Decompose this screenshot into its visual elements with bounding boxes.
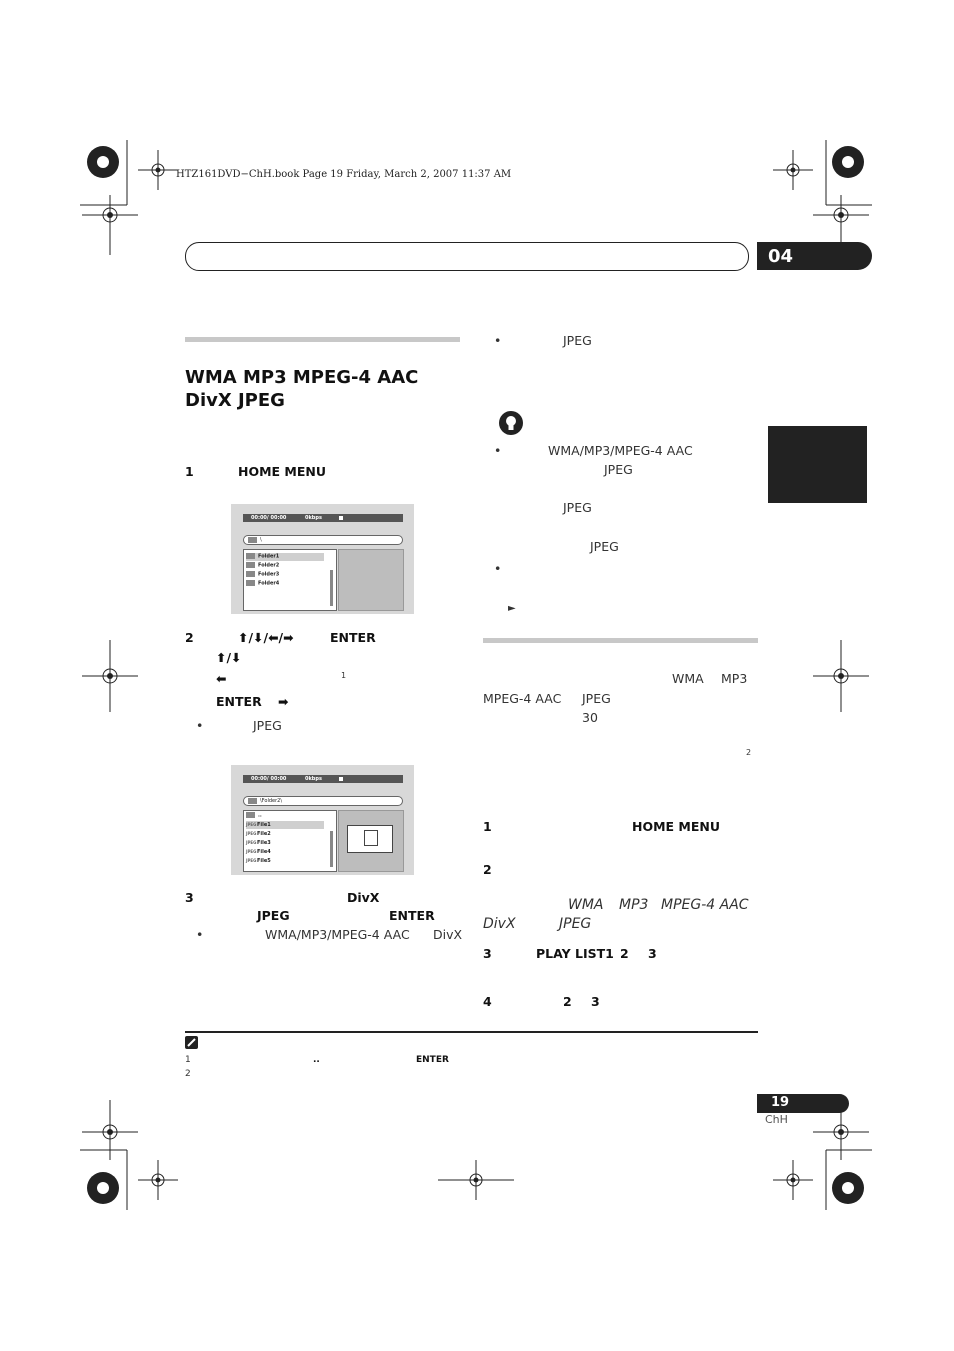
sec2-30: 30 <box>582 710 598 725</box>
bullet: • <box>196 718 204 733</box>
bitrate-readout: 0kbps <box>305 515 322 521</box>
path-field <box>243 535 403 545</box>
jpeg-file-icon: JPEG <box>246 858 257 863</box>
footnote-ref-1: 1 <box>341 671 347 680</box>
tip-jpeg-2: JPEG <box>563 500 592 515</box>
footnote-1-enter: ENTER <box>416 1055 449 1065</box>
step2-bullet-text: JPEG <box>253 718 282 733</box>
jpeg-file-icon: JPEG <box>246 822 257 827</box>
r-step2-mp3: MP3 <box>619 897 649 913</box>
folder-screen <box>231 504 414 614</box>
step2-arrows: ⬆/⬇/⬅/➡ <box>238 630 294 645</box>
list-item[interactable]: JPEGFile2 <box>246 831 271 837</box>
step1-key: HOME MENU <box>238 464 327 479</box>
step2-enter: ENTER <box>216 694 262 709</box>
file-list[interactable] <box>243 810 337 872</box>
r-step2-number: 2 <box>483 862 492 877</box>
step2-key: ENTER <box>330 630 376 645</box>
page-language: ChH <box>765 1113 788 1126</box>
step3-jpeg: JPEG <box>257 908 290 923</box>
step3-divx: DivX <box>347 890 380 905</box>
tip-formats: WMA/MP3/MPEG-4 AAC <box>548 443 693 458</box>
side-tab <box>768 426 867 503</box>
chapter-number-tab <box>757 242 872 270</box>
footnote-2-number: 2 <box>185 1069 191 1079</box>
sec2-mpeg: MPEG-4 AAC <box>483 691 562 706</box>
bullet: • <box>494 561 502 576</box>
path-text: \ <box>260 537 262 543</box>
tip-jpeg-1: JPEG <box>604 462 633 477</box>
folder-icon <box>246 571 255 577</box>
list-item-up[interactable]: .. <box>246 812 262 820</box>
stop-icon <box>339 777 343 781</box>
play-arrow: ► <box>508 603 516 614</box>
book-info: HTZ161DVD−ChH.book Page 19 Friday, March 2, 2007 11:37 AM <box>176 169 512 180</box>
step1-number: 1 <box>185 464 194 479</box>
folder-icon <box>246 812 255 818</box>
bitrate-readout: 0kbps <box>305 776 322 782</box>
sec2-mp3: MP3 <box>721 671 748 686</box>
folder-icon <box>248 798 257 804</box>
step3-number: 3 <box>185 890 194 905</box>
step3-bullet-divx: DivX <box>433 927 463 942</box>
list-item[interactable]: Folder3 <box>246 571 279 579</box>
file-list[interactable] <box>243 549 337 611</box>
path-text: \Folder2\ <box>260 798 283 804</box>
chapter-number: 04 <box>768 246 794 267</box>
status-bar <box>243 775 403 783</box>
tip-jpeg-3: JPEG <box>590 539 619 554</box>
status-bar <box>243 514 403 522</box>
r-step2-mpeg: MPEG-4 AAC <box>661 897 749 913</box>
time-readout: 00:00/ 00:00 <box>251 515 287 521</box>
folder-icon <box>246 580 255 586</box>
list-item[interactable]: Folder2 <box>246 562 279 570</box>
r-step1-key: HOME MENU <box>632 819 721 834</box>
page-number-tab <box>757 1094 849 1113</box>
list-item[interactable]: Folder4 <box>246 580 279 588</box>
sec2-wma: WMA <box>672 671 704 686</box>
r-step3-2: 2 <box>620 946 629 961</box>
bullet: • <box>494 443 502 458</box>
preview-pane <box>338 549 404 611</box>
page-number: 19 <box>771 1095 790 1110</box>
note-pencil-icon <box>185 1036 198 1049</box>
r-step4-number: 4 <box>483 994 492 1009</box>
jpeg-file-icon: JPEG <box>246 831 257 836</box>
step2-left-arrow: ⬅ <box>216 671 227 686</box>
footnote-ref-2: 2 <box>746 748 752 757</box>
section-heading-line1: WMA MP3 MPEG-4 AAC <box>185 367 419 388</box>
r-step2-jpeg: JPEG <box>559 916 592 932</box>
step2-number: 2 <box>185 630 194 645</box>
r-step3-3: 3 <box>648 946 657 961</box>
sec2-jpeg: JPEG <box>582 691 611 706</box>
section-heading-line2: DivX JPEG <box>185 390 285 411</box>
step2-updown: ⬆/⬇ <box>216 650 242 665</box>
bullet: • <box>494 333 502 348</box>
r-step2-divx: DivX <box>483 916 516 932</box>
image-preview-icon <box>347 825 393 853</box>
tip-lightbulb-icon <box>498 410 524 436</box>
r-step3-key: PLAY LIST1 <box>536 946 614 961</box>
r-step2-wma: WMA <box>568 897 604 913</box>
step3-enter: ENTER <box>389 908 435 923</box>
bullet: • <box>196 927 204 942</box>
stop-icon <box>339 516 343 520</box>
list-item[interactable]: JPEGFile5 <box>246 858 271 864</box>
time-readout: 00:00/ 00:00 <box>251 776 287 782</box>
r-step4-3: 3 <box>591 994 600 1009</box>
file-screen <box>231 765 414 875</box>
footnote-1-number: 1 <box>185 1055 191 1065</box>
section-rule <box>483 638 758 643</box>
r-step3-number: 3 <box>483 946 492 961</box>
list-item[interactable]: Folder1 <box>246 553 324 561</box>
folder-icon <box>248 537 257 543</box>
list-item[interactable]: JPEGFile4 <box>246 849 271 855</box>
scrollbar[interactable] <box>330 570 333 606</box>
jpeg-file-icon: JPEG <box>246 849 257 854</box>
preview-pane <box>338 810 404 872</box>
step3-bullet-formats: WMA/MP3/MPEG-4 AAC <box>265 927 410 942</box>
folder-icon <box>246 562 255 568</box>
section-rule <box>185 337 460 342</box>
folder-icon <box>246 553 255 559</box>
chapter-title-bar <box>185 242 749 271</box>
footnote-1-dots: .. <box>313 1055 320 1065</box>
path-field <box>243 796 403 806</box>
list-item[interactable]: JPEGFile3 <box>246 840 271 846</box>
r-step1-number: 1 <box>483 819 492 834</box>
step2-right-arrow: ➡ <box>278 694 289 709</box>
top-bullet-text: JPEG <box>563 333 592 348</box>
scrollbar[interactable] <box>330 831 333 867</box>
footnote-rule <box>185 1031 758 1033</box>
r-step4-2: 2 <box>563 994 572 1009</box>
list-item[interactable]: JPEGFile1 <box>246 821 324 829</box>
jpeg-file-icon: JPEG <box>246 840 257 845</box>
